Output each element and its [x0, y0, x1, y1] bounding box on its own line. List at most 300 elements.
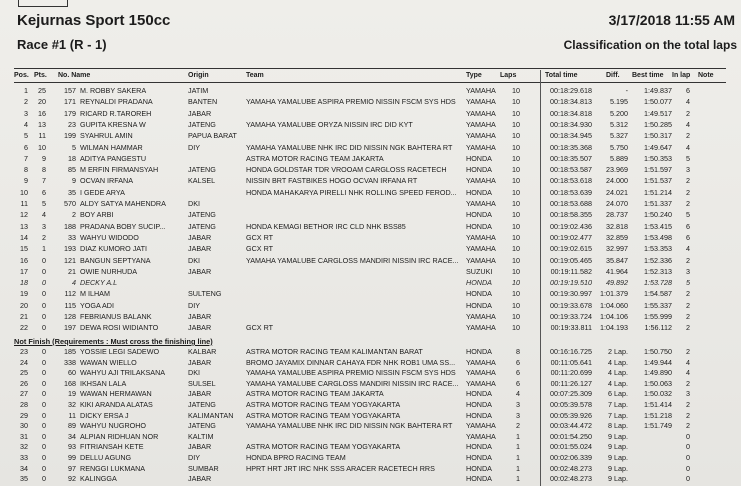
number-cell: 185	[64, 347, 76, 356]
team-cell: YAMAHA YAMALUBE ORYZA NISSIN IRC DID KYT	[246, 119, 413, 129]
diff-cell: 9 Lap.	[608, 453, 628, 462]
in-lap-cell: 4	[686, 368, 690, 378]
number-cell: 5	[72, 142, 76, 152]
bike-type: YAMAHA	[466, 421, 496, 431]
origin-cell: DKI	[188, 255, 200, 265]
header-in-lap: In lap	[672, 72, 691, 79]
in-lap-cell: 6	[686, 221, 690, 231]
origin-cell: DIY	[188, 300, 200, 310]
origin-cell: JATIM	[188, 86, 209, 95]
rider-name: DICKY ERSA J	[80, 410, 129, 420]
diff-cell: 2 Lap.	[608, 347, 628, 356]
best-time: 1:49.944	[644, 357, 672, 367]
laps-cell: 3	[516, 410, 520, 420]
in-lap-cell: 3	[686, 165, 690, 175]
number-cell: 92	[68, 474, 76, 484]
diff-cell: 1:04.193	[600, 323, 628, 333]
rider-name: WAHYU NUGROHO	[80, 421, 147, 431]
laps-cell: 10	[512, 176, 520, 186]
points-cell: 7	[42, 176, 46, 186]
total-time: 00:19:33.724	[550, 312, 592, 321]
diff-cell: 35.847	[606, 255, 628, 265]
total-time: 00:18:35.368	[550, 142, 592, 152]
points-cell: 0	[42, 421, 46, 431]
pos-cell: 26	[20, 378, 28, 388]
diff-cell: 5.750	[610, 142, 628, 152]
total-time: 00:18:53.618	[550, 176, 592, 186]
laps-cell: 10	[512, 199, 520, 208]
origin-cell: JABAR	[188, 357, 212, 367]
rider-name: WAHYU AJI TRILAKSANA	[80, 368, 166, 378]
points-cell: 4	[42, 210, 46, 220]
best-time: 1:55.999	[644, 312, 672, 321]
diff-cell: 23.969	[606, 165, 628, 175]
total-time: 00:07:25.309	[550, 389, 592, 399]
origin-cell: KALIMANTAN	[188, 410, 234, 420]
points-cell: 0	[42, 378, 46, 388]
laps-cell: 10	[512, 278, 520, 288]
table-row	[0, 233, 741, 245]
total-time: 00:19:11.582	[550, 266, 592, 276]
diff-cell: 7 Lap.	[608, 410, 628, 420]
bike-type: YAMAHA	[466, 176, 496, 186]
team-cell: HPRT HRT JRT IRC NHK SSS ARACER RACETECH RRS	[246, 463, 435, 473]
laps-cell: 1	[516, 474, 520, 484]
pos-cell: 1	[24, 86, 28, 95]
total-time: 00:16:16.725	[550, 347, 592, 356]
laps-cell: 10	[512, 312, 520, 321]
number-cell: 35	[68, 187, 76, 197]
team-cell: GCX RT	[246, 244, 274, 254]
laps-cell: 10	[512, 221, 520, 231]
table-row	[0, 199, 741, 211]
table-row	[0, 120, 741, 132]
total-time: 00:19:05.465	[550, 255, 592, 265]
rider-name: DECKY A.L	[80, 278, 118, 288]
pos-cell: 30	[20, 421, 28, 431]
not-finish-title: Not Finish (Requirements : Must cross the finishing line)	[14, 337, 213, 346]
points-cell: 5	[42, 199, 46, 208]
laps-cell: 10	[512, 232, 520, 242]
rider-name: YOSSIE LEGI SADEWO	[80, 347, 160, 356]
best-time: 1:53.498	[644, 232, 672, 242]
table-row	[0, 301, 741, 313]
bike-type: YAMAHA	[466, 108, 496, 118]
points-cell: 0	[42, 410, 46, 420]
total-time: 00:19:02.477	[550, 232, 592, 242]
points-cell: 0	[42, 266, 46, 276]
total-time: 00:18:53.587	[550, 165, 592, 175]
total-time: 00:18:34.930	[550, 119, 592, 129]
team-cell: HONDA GOLDSTAR TDR VROOAM CARGLOSS RACETECH	[246, 165, 447, 175]
in-lap-cell: 2	[686, 300, 690, 310]
table-row	[0, 289, 741, 301]
diff-cell: 8 Lap.	[608, 421, 628, 431]
laps-cell: 6	[516, 378, 520, 388]
points-cell: 20	[38, 97, 46, 107]
table-row	[0, 176, 741, 188]
points-cell: 0	[42, 474, 46, 484]
number-cell: 34	[68, 431, 76, 441]
rider-name: DEWA ROSI WIDIANTO	[80, 323, 159, 333]
points-cell: 0	[42, 347, 46, 356]
number-cell: 33	[68, 232, 76, 242]
pos-cell: 29	[20, 410, 28, 420]
total-time: 00:18:29.618	[550, 86, 592, 95]
header-bottom-rule	[14, 82, 726, 83]
in-lap-cell: 2	[686, 199, 690, 208]
total-time: 00:19:33.811	[550, 323, 592, 333]
best-time: 1:52.313	[644, 266, 672, 276]
points-cell: 25	[38, 86, 46, 95]
laps-cell: 1	[516, 431, 520, 441]
bike-type: HONDA	[466, 187, 492, 197]
pos-cell: 33	[20, 453, 28, 462]
event-title: Kejurnas Sport 150cc	[17, 12, 171, 29]
total-time: 00:19:02.436	[550, 221, 592, 231]
number-cell: 179	[64, 108, 76, 118]
bike-type: HONDA	[466, 165, 492, 175]
total-time: 00:19:19.510	[550, 278, 592, 288]
bike-type: YAMAHA	[466, 119, 496, 129]
points-cell: 0	[42, 400, 46, 409]
diff-cell: 4 Lap.	[608, 378, 628, 388]
diff-cell: 4 Lap.	[608, 368, 628, 378]
best-time: 1:51.414	[644, 400, 672, 409]
origin-cell: JABAR	[188, 442, 212, 452]
points-cell: 1	[42, 244, 46, 254]
laps-cell: 10	[512, 86, 520, 95]
diff-cell: 5.312	[610, 119, 628, 129]
rider-name: PRADANA BOBY SUCIP...	[80, 221, 166, 231]
diff-cell: 32.818	[606, 221, 628, 231]
best-time: 1:50.353	[644, 153, 672, 163]
in-lap-cell: 3	[686, 389, 690, 399]
best-time: 1:53.353	[644, 244, 672, 254]
origin-cell: JATENG	[188, 165, 216, 175]
pos-cell: 3	[24, 108, 28, 118]
in-lap-cell: 2	[686, 410, 690, 420]
diff-cell: 5.889	[610, 153, 628, 163]
race-label: Race #1 (R - 1)	[17, 37, 107, 52]
bike-type: YAMAHA	[466, 199, 496, 208]
table-row	[0, 97, 741, 109]
number-cell: 199	[64, 131, 76, 141]
table-row	[0, 267, 741, 279]
number-cell: 4	[72, 278, 76, 288]
bike-type: YAMAHA	[466, 368, 496, 378]
points-cell: 0	[42, 368, 46, 378]
team-cell: ASTRA MOTOR RACING TEAM YOGYAKARTA	[246, 400, 401, 409]
number-cell: 32	[68, 400, 76, 409]
header-top-rule	[14, 68, 726, 69]
bike-type: YAMAHA	[466, 244, 496, 254]
pos-cell: 35	[20, 474, 28, 484]
bike-type: HONDA	[466, 278, 492, 288]
best-time: 1:50.240	[644, 210, 672, 220]
bike-type: SUZUKI	[466, 266, 493, 276]
in-lap-cell: 0	[686, 442, 690, 452]
origin-cell: JABAR	[188, 266, 212, 276]
laps-cell: 3	[516, 400, 520, 409]
in-lap-cell: 2	[686, 187, 690, 197]
pos-cell: 34	[20, 463, 28, 473]
points-cell: 0	[42, 255, 46, 265]
laps-cell: 6	[516, 368, 520, 378]
total-time: 00:18:58.355	[550, 210, 592, 220]
points-cell: 9	[42, 153, 46, 163]
pos-cell: 20	[20, 300, 28, 310]
points-cell: 0	[42, 442, 46, 452]
best-time: 1:56.112	[644, 323, 672, 333]
total-time: 00:19:02.615	[550, 244, 592, 254]
in-lap-cell: 2	[686, 108, 690, 118]
in-lap-cell: 2	[686, 421, 690, 431]
header-pts: Pts.	[34, 72, 47, 79]
number-cell: 115	[64, 300, 76, 310]
best-time: 1:49.647	[644, 142, 672, 152]
diff-cell: -	[625, 86, 628, 95]
diff-cell: 41.964	[606, 266, 628, 276]
table-row	[0, 188, 741, 200]
bike-type: HONDA	[466, 347, 492, 356]
best-time: 1:53.728	[644, 278, 672, 288]
total-time: 00:11:20.699	[550, 368, 592, 378]
number-cell: 60	[68, 368, 76, 378]
total-time: 00:19:30.997	[550, 289, 592, 299]
total-time: 00:18:34.818	[550, 108, 592, 118]
team-cell: ASTRA MOTOR RACING TEAM YOGYAKARTA	[246, 442, 401, 452]
number-cell: 171	[64, 97, 76, 107]
origin-cell: KALBAR	[188, 347, 217, 356]
pos-cell: 8	[24, 165, 28, 175]
points-cell: 0	[42, 312, 46, 321]
rider-name: FEBRIANUS BALANK	[80, 312, 152, 321]
points-cell: 6	[42, 187, 46, 197]
total-time: 00:18:35.507	[550, 153, 592, 163]
table-row	[0, 323, 741, 335]
bike-type: HONDA	[466, 400, 492, 409]
best-time: 1:51.218	[644, 410, 672, 420]
diff-cell: 9 Lap.	[608, 431, 628, 441]
rider-name: WILMAN HAMMAR	[80, 142, 143, 152]
diff-cell: 32.997	[606, 244, 628, 254]
number-cell: 99	[68, 453, 76, 462]
diff-cell: 6 Lap.	[608, 389, 628, 399]
header-no-name: No. Name	[58, 72, 91, 79]
points-cell: 0	[42, 463, 46, 473]
in-lap-cell: 2	[686, 312, 690, 321]
in-lap-cell: 0	[686, 474, 690, 484]
bike-type: YAMAHA	[466, 357, 496, 367]
rider-name: M ILHAM	[80, 289, 110, 299]
best-time: 1:50.285	[644, 119, 672, 129]
pos-cell: 12	[20, 210, 28, 220]
in-lap-cell: 4	[686, 119, 690, 129]
laps-cell: 1	[516, 442, 520, 452]
laps-cell: 10	[512, 153, 520, 163]
best-time: 1:50.750	[644, 347, 672, 356]
best-time: 1:50.063	[644, 378, 672, 388]
rider-name: ADITYA PANGESTU	[80, 153, 147, 163]
table-row	[0, 165, 741, 177]
origin-cell: DKI	[188, 368, 200, 378]
bike-type: YAMAHA	[466, 142, 496, 152]
best-time: 1:54.587	[644, 289, 672, 299]
origin-cell: SULSEL	[188, 378, 216, 388]
table-row	[0, 244, 741, 256]
team-cell: ASTRA MOTOR RACING TEAM JAKARTA	[246, 153, 384, 163]
number-cell: 570	[64, 199, 76, 208]
bike-type: YAMAHA	[466, 255, 496, 265]
laps-cell: 10	[512, 289, 520, 299]
total-time: 00:19:33.678	[550, 300, 592, 310]
pos-cell: 16	[20, 255, 28, 265]
bike-type: HONDA	[466, 210, 492, 220]
laps-cell: 1	[516, 463, 520, 473]
pos-cell: 18	[20, 278, 28, 288]
number-cell: 18	[68, 153, 76, 163]
pos-cell: 17	[20, 266, 28, 276]
pos-cell: 31	[20, 431, 28, 441]
table-row	[0, 131, 741, 143]
team-cell: ASTRA MOTOR RACING TEAM KALIMANTAN BARAT	[246, 347, 423, 356]
number-cell: 188	[64, 221, 76, 231]
points-cell: 13	[38, 119, 46, 129]
in-lap-cell: 4	[686, 244, 690, 254]
rider-name: SYAHRUL AMIN	[80, 131, 133, 141]
classification-label: Classification on the total laps	[563, 38, 737, 52]
diff-cell: 24.021	[606, 187, 628, 197]
total-time: 00:18:34.813	[550, 97, 592, 107]
number-cell: 11	[68, 410, 76, 420]
pos-cell: 6	[24, 142, 28, 152]
bike-type: YAMAHA	[466, 131, 496, 141]
origin-cell: JABAR	[188, 108, 212, 118]
diff-cell: 49.892	[606, 278, 628, 288]
in-lap-cell: 4	[686, 142, 690, 152]
bike-type: HONDA	[466, 463, 492, 473]
points-cell: 11	[38, 131, 46, 141]
total-time: 00:02:48.273	[550, 474, 592, 484]
best-time: 1:50.032	[644, 389, 672, 399]
bike-type: YAMAHA	[466, 312, 496, 321]
rider-name: RICARD R.TAROREH	[80, 108, 152, 118]
header-laps: Laps	[500, 72, 517, 79]
table-row	[0, 210, 741, 222]
table-row	[0, 222, 741, 234]
bike-type: YAMAHA	[466, 232, 496, 242]
total-time: 00:18:34.945	[550, 131, 592, 141]
diff-cell: 9 Lap.	[608, 463, 628, 473]
in-lap-cell: 4	[686, 97, 690, 107]
team-cell: YAMAHA YAMALUBE CARGLOSS MANDIRI NISSIN IRC RACE...	[246, 255, 459, 265]
best-time: 1:51.749	[644, 421, 672, 431]
rider-name: M. ROBBY SAKERA	[80, 86, 147, 95]
origin-cell: KALTIM	[188, 431, 214, 441]
pos-cell: 14	[20, 232, 28, 242]
pos-cell: 9	[24, 176, 28, 186]
number-cell: 85	[68, 165, 76, 175]
table-row	[0, 109, 741, 121]
laps-cell: 10	[512, 108, 520, 118]
bike-type: HONDA	[466, 474, 492, 484]
total-time: 00:11:05.641	[550, 357, 592, 367]
number-cell: 19	[68, 389, 76, 399]
points-cell: 0	[42, 453, 46, 462]
pos-cell: 19	[20, 289, 28, 299]
points-cell: 0	[42, 289, 46, 299]
points-cell: 8	[42, 165, 46, 175]
header-total-time: Total time	[545, 72, 578, 79]
rider-name: BANGUN SEPTYANA	[80, 255, 151, 265]
laps-cell: 2	[516, 421, 520, 431]
laps-cell: 10	[512, 244, 520, 254]
pos-cell: 24	[20, 357, 28, 367]
best-time: 1:51.337	[644, 199, 672, 208]
best-time: 1:51.214	[644, 187, 672, 197]
origin-cell: JABAR	[188, 232, 212, 242]
total-time: 00:11:26.127	[550, 378, 592, 388]
pos-cell: 32	[20, 442, 28, 452]
rider-name: M ERFIN FIRMANSYAH	[80, 165, 159, 175]
best-time: 1:53.415	[644, 221, 672, 231]
best-time: 1:49.837	[644, 86, 672, 95]
number-cell: 197	[64, 323, 76, 333]
bike-type: HONDA	[466, 289, 492, 299]
origin-cell: PAPUA BARAT	[188, 131, 237, 141]
bike-type: YAMAHA	[466, 97, 496, 107]
origin-cell: DIY	[188, 453, 200, 462]
pos-cell: 13	[20, 221, 28, 231]
rider-name: DIAZ KUMORO JATI	[80, 244, 147, 254]
bike-type: YAMAHA	[466, 86, 496, 95]
header-type: Type	[466, 72, 482, 79]
header-diff: Diff.	[606, 72, 620, 79]
bike-type: YAMAHA	[466, 431, 496, 441]
diff-cell: 5.327	[610, 131, 628, 141]
laps-cell: 10	[512, 210, 520, 220]
total-time: 00:05:39.578	[550, 400, 592, 409]
pos-cell: 11	[20, 199, 28, 208]
rider-name: KALINGGA	[80, 474, 117, 484]
pos-cell: 28	[20, 400, 28, 409]
laps-cell: 10	[512, 255, 520, 265]
rider-name: RENGGI LUKMANA	[80, 463, 146, 473]
in-lap-cell: 0	[686, 453, 690, 462]
in-lap-cell: 6	[686, 232, 690, 242]
laps-cell: 10	[512, 323, 520, 333]
total-time: 00:02:48.273	[550, 463, 592, 473]
in-lap-cell: 2	[686, 131, 690, 141]
origin-cell: JATENG	[188, 400, 216, 409]
table-row	[0, 256, 741, 268]
bike-type: HONDA	[466, 221, 492, 231]
header-note: Note	[698, 72, 714, 79]
in-lap-cell: 5	[686, 278, 690, 288]
number-cell: 157	[64, 86, 76, 95]
number-cell: 338	[64, 357, 76, 367]
laps-cell: 10	[512, 142, 520, 152]
best-time: 1:51.597	[644, 165, 672, 175]
laps-cell: 8	[516, 347, 520, 356]
origin-cell: KALSEL	[188, 176, 216, 186]
laps-cell: 6	[516, 357, 520, 367]
pos-cell: 4	[24, 119, 28, 129]
rider-name: IKHSAN LALA	[80, 378, 127, 388]
number-cell: 21	[68, 266, 76, 276]
total-time: 00:18:53.639	[550, 187, 592, 197]
